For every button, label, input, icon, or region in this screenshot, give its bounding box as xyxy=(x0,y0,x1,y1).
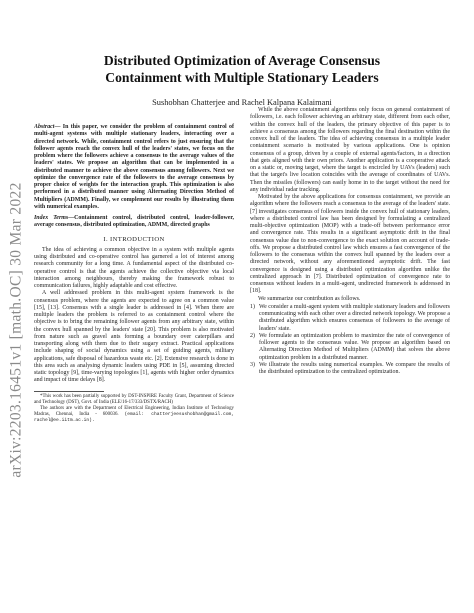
intro-paragraph-5: We summarize our contribution as follows. xyxy=(258,295,361,302)
list-item-text: We illustrate the results using numerical examples. We compare the results of the distributed optimization to the centralized optimization. xyxy=(259,361,450,375)
list-item xyxy=(250,304,450,333)
left-column xyxy=(34,124,234,424)
intro-paragraph-2: A well addressed problem in this multi-agent system framework is the consensus problem, where the agents are expected to agree on a common value [15], [13]. Consensus with a single leader is addressed in [4]. When there are multiple leaders the problem is referred to as containment control where the objective is to bring the remaining follower agents from any arbitrary state, within the convex hull spanned by the leaders' state [20]. This problem is also motivated from nature such as gravel ants forming a boundary over caterpillars and transporting along with them due to their sugary extract. Practical applications include shaping of social dynamics using a set of guiding agents, military applications, safe disposal of hazardous waste etc. [2]. Extensive research is done in this area such as analysing dynamic leaders using PDE in [5], assuming directed static topology [9], time-varying topologies [1], agents with higher order dynamics and impact of time delays [8]. xyxy=(34,290,234,384)
intro-paragraph-1: The idea of achieving a common objective in a system with multiple agents using distributed and co-operative control has garnered a lot of interest among research community for a long time. A fundamental aspect of the distributed co-operative control is that the agents achieve the collective objective via local interaction among neighbours, thereby making the framework robust to communication failures, highly adaptable and cost effective. xyxy=(34,246,234,289)
abstract xyxy=(34,124,234,211)
list-item-number: 1) xyxy=(250,303,255,310)
footnote-affiliation-text: The authors are with the Department of Electrical Engineering, Indian Institute of Technology Madras, Chennai, India - 600036. xyxy=(34,405,234,417)
list-item-text: We formulate an optimization problem to maximize the rate of convergence of follower agents to the consensus value. We propose an algorithm based on Alternating Direction Method of Multipliers (ADMM) that solves the above optimization problem in a distributed manner. xyxy=(259,332,450,361)
contributions-list xyxy=(250,304,450,377)
two-column-body xyxy=(34,107,450,424)
footnote-divider xyxy=(34,391,104,392)
section-heading-introduction: I. INTRODUCTION xyxy=(103,235,165,243)
list-item-text: We consider a multi-agent system with multiple stationary leaders and followers communicating with each other over a directed network topology. We propose a distributed algorithm which ensures consensus of followers to the average of leaders' state. xyxy=(259,303,450,332)
intro-paragraph-3: While the above containment algorithms only focus on general containment of followers, i.e. each follower achieving an arbitrary state, different from each other, within the convex hull of the leaders, the primary objective of this paper is to achieve a consensus among the followers regarding the final destination within the convex hull of the leaders. The idea of achieving consensus in a multiple leader containment scenario is motivated by various applications. One is opinion consensus of a group, driven by a couple of external agents/factors, in a direction that gets aligned with their own priors. Another application is a cooperative attack on a static or, moving target, where the target is encircled by UAVs (leaders) such that the target's live location coincides with the average of coordinates of UAVs. Then the missiles (followers) can easily home in to the target without the need for any individual radar tracking. xyxy=(250,107,450,193)
paper-page xyxy=(34,52,450,608)
footnote-funding: *This work has been partially supported by DST-INSPIRE Faculty Grant, Department of Science and Technology (DST), Govt. of India (ELE/16-17/333/DSTX/RACH) xyxy=(34,393,234,405)
intro-paragraph-4: Motivated by the above applications for consensus containment, we provide an algorithm where the followers reach a consensus to the average of the leaders' state. [7] investigates consensus of followers inside the convex hull of stationary leaders, where a distributed control law has been designed by formulating a centralized multi-objective optimization (MOP) with a trade-off between performance error and convergence rate. This results in a significant asymptotic drift in the final consensus value due to non-convergence to the exact solution on account of trade-offs. We propose a distributed control law which ensures a fast convergence of the followers to the consensus within the convex hull spanned by the leaders over a directed network, without any aforementioned asymptotic drift. The fast convergence is designed using a distributed optimization algorithm unlike the centralized approach in [7]. Distributed optimization of convergence rate to consensus without leaders in a multi-agent, undirected framework is addressed in [18]. xyxy=(250,194,450,295)
footnote-emails: (email: chatterjeesushobhan@gmail.com, rachel@ee.iitm.ac.in). xyxy=(34,411,234,423)
abstract-label: Abstract xyxy=(34,124,55,130)
footnote-affiliation xyxy=(34,406,234,424)
abstract-text: — In this paper, we consider the problem of containment control of multi-agent systems with multiple stationary leaders, interacting over a directed network. While, containment control refers to just ensuring that the follower agents reach the convex hull of the leaders' states, we focus on the problem where the followers achieve a consensus to the average values of the leaders' states. We propose an algorithm that can be implemented in a distributed manner to achieve the above consensus among followers. Next we optimize the convergence rate of the followers to the average consensus by proper choice of weights for the interaction graph. This optimization is also performed in a distributed manner using Alternating Direction Method of Multipliers (ADMM). Finally, we complement our results by illustrating them with numerical examples. xyxy=(34,124,234,210)
list-item xyxy=(250,333,450,362)
list-item-number: 3) xyxy=(250,361,255,368)
index-terms-text: —Containment control, distributed control, leader-follower, average consensus, distributed optimization, ADMM, directed graphs xyxy=(34,215,234,229)
paper-title: Distributed Optimization of Average Consensus Containment with Multiple Stationary Leaders xyxy=(103,53,381,85)
arxiv-identifier-stamp xyxy=(6,180,28,480)
right-column xyxy=(250,107,450,424)
index-terms xyxy=(34,215,234,230)
index-terms-label: Index Terms xyxy=(34,215,69,221)
list-item-number: 2) xyxy=(250,332,255,339)
paper-authors: Sushobhan Chatterjee and Rachel Kalpana Kalaimani xyxy=(152,98,332,107)
list-item xyxy=(250,362,450,377)
arxiv-identifier-text: arXiv:2203.16451v1 [math.OC] 30 Mar 2022 xyxy=(8,182,25,478)
